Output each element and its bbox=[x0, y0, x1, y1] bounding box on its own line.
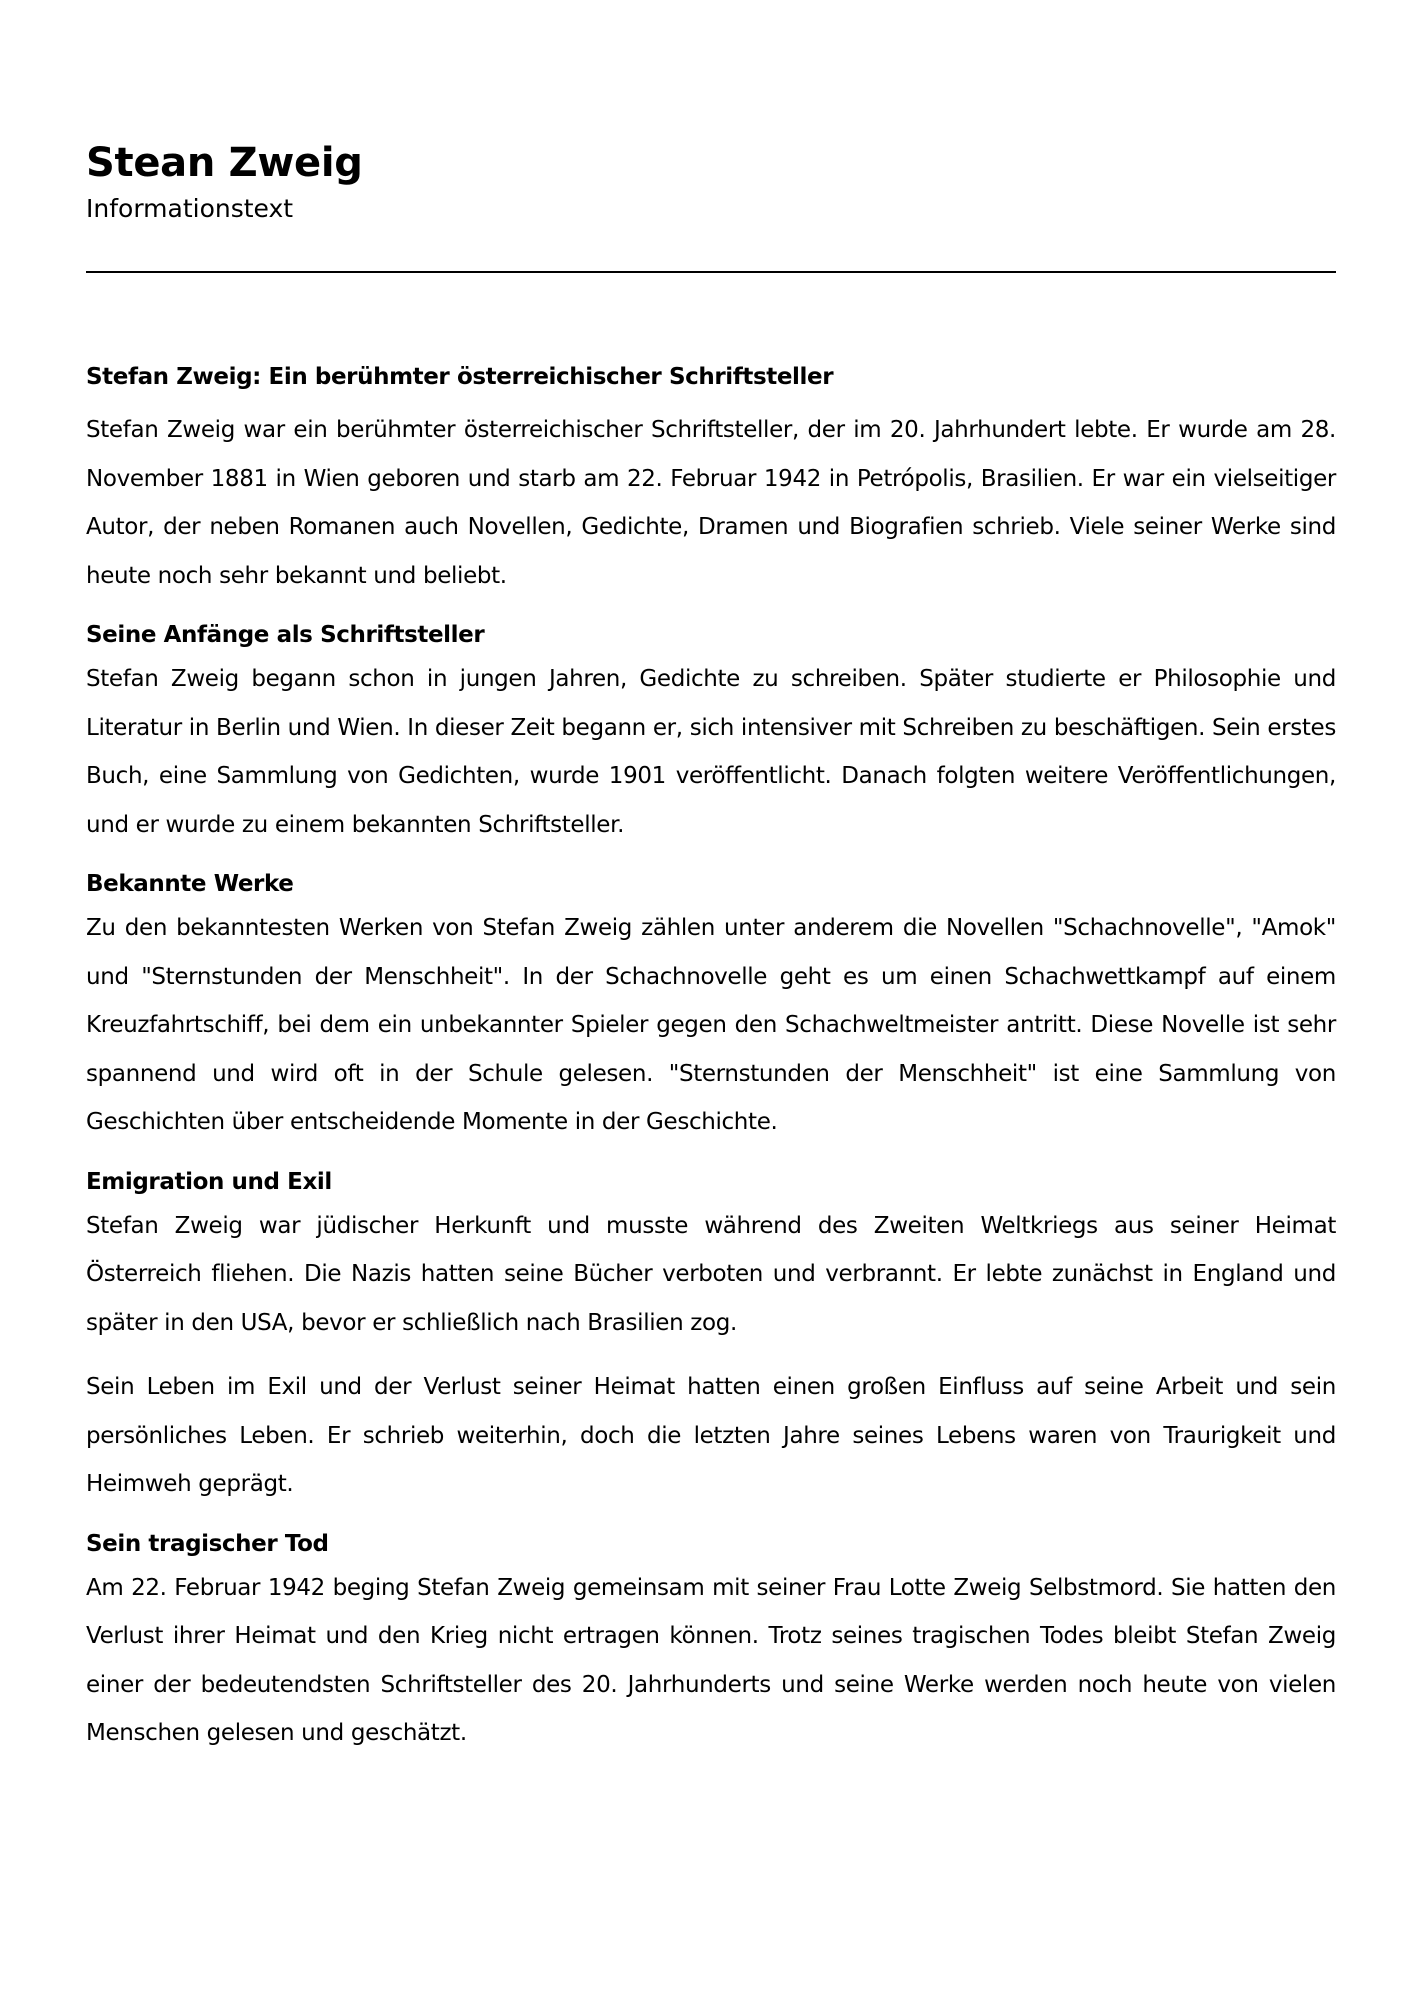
header-divider bbox=[86, 271, 1336, 273]
section-paragraph: Zu den bekanntesten Werken von Stefan Zweig zählen unter anderem die Novellen "Schachnovelle", "Amok" und "Sternstunden der Menschheit". In der Schachnovelle geht es um einen Schachwettkampf auf einem Kreuzfahrtschiff, bei dem ein unbekannter Spieler gegen den Schachweltmeister antritt. Diese Novelle ist sehr spannend und wird oft in der Schule gelesen. "Sternstunden der Menschheit" ist eine Sammlung von Geschichten über entscheidende Momente in der Geschichte. bbox=[86, 915, 1336, 1135]
section-heading: Sein tragischer Tod bbox=[86, 1530, 329, 1557]
section-paragraph: Stefan Zweig war jüdischer Herkunft und musste während des Zweiten Weltkriegs aus seiner Heimat Österreich fliehen. Die Nazis hatten seine Bücher verboten und verbrannt. Er lebte zunächst in England und später in den USA, bevor er schließlich nach Brasilien zog. bbox=[86, 1212, 1336, 1336]
document-title: Stean Zweig bbox=[86, 140, 363, 186]
document-page bbox=[86, 135, 1336, 1746]
document-body bbox=[86, 360, 1336, 1776]
section-paragraph: Stefan Zweig war ein berühmter österreichischer Schriftsteller, der im 20. Jahrhundert lebte. Er wurde am 28. November 1881 in Wien geboren und starb am 22. Februar 1942 in Petrópolis, Brasilien. Er war ein vielseitiger Autor, der neben Romanen auch Novellen, Gedichte, Dramen und Biografien schrieb. Viele seiner Werke sind heute noch sehr bekannt und beliebt. bbox=[86, 417, 1336, 589]
section-beginnings bbox=[86, 618, 1336, 849]
section-heading: Stefan Zweig: Ein berühmter österreichischer Schriftsteller bbox=[86, 364, 834, 390]
section-intro bbox=[86, 360, 1336, 600]
section-paragraph: Stefan Zweig begann schon in jungen Jahren, Gedichte zu schreiben. Später studierte er Philosophie und Literatur in Berlin und Wien. In dieser Zeit begann er, sich intensiver mit Schreiben zu beschäftigen. Sein erstes Buch, eine Sammlung von Gedichten, wurde 1901 veröffentlicht. Danach folgten weitere Veröffentlichungen, und er wurde zu einem bekannten Schriftsteller. bbox=[86, 666, 1336, 838]
section-heading: Seine Anfänge als Schriftsteller bbox=[86, 622, 485, 648]
section-paragraph: Sein Leben im Exil und der Verlust seiner Heimat hatten einen großen Einfluss auf seine Arbeit und sein persönliches Leben. Er schrieb weiterhin, doch die letzten Jahre seines Lebens waren von Traurigkeit und Heimweh geprägt. bbox=[86, 1374, 1336, 1497]
section-works bbox=[86, 867, 1336, 1147]
section-heading: Bekannte Werke bbox=[86, 871, 294, 897]
section-heading: Emigration und Exil bbox=[86, 1168, 332, 1195]
document-subtitle: Informationstext bbox=[86, 194, 294, 223]
section-paragraph: Am 22. Februar 1942 beging Stefan Zweig gemeinsam mit seiner Frau Lotte Zweig Selbstmord. Sie hatten den Verlust ihrer Heimat und den Krieg nicht ertragen können. Trotz seines tragischen Todes bleibt Stefan Zweig einer der bedeutendsten Schriftsteller des 20. Jahrhunderts und seine Werke werden noch heute von vielen Menschen gelesen und geschätzt. bbox=[86, 1574, 1336, 1746]
section-exile bbox=[86, 1165, 1336, 1509]
section-death bbox=[86, 1527, 1336, 1758]
